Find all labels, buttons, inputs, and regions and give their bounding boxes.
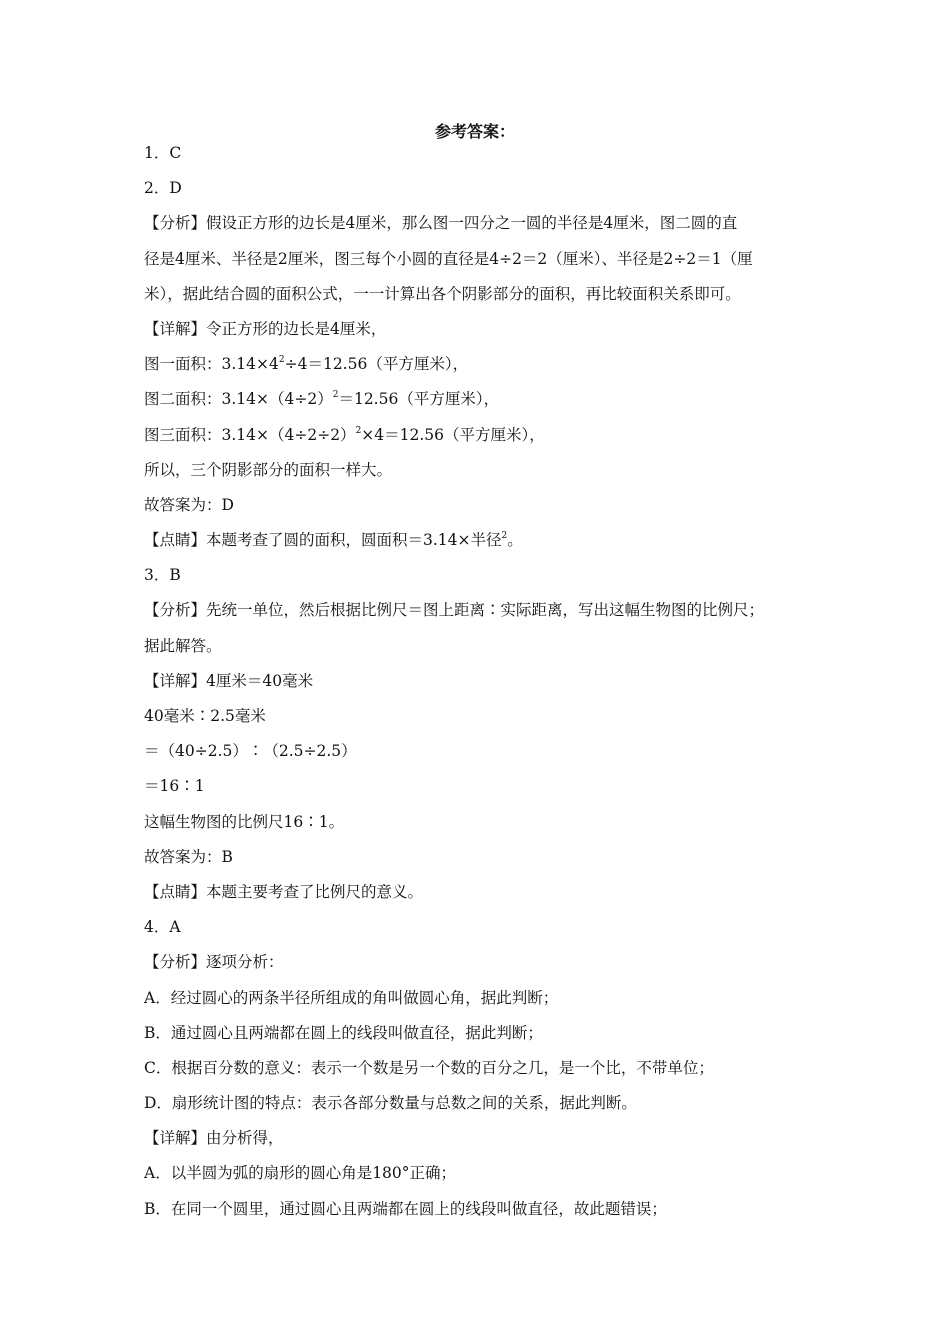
text-line: A．以半圆为弧的扇形的圆心角是180°正确； — [144, 1164, 457, 1183]
page-title: 参考答案： — [434, 122, 515, 141]
text-line: 【分析】逐项分析： — [144, 953, 284, 972]
line-text: ÷4＝12.56（平方厘米）， — [284, 355, 469, 374]
text-line: 【详解】由分析得， — [144, 1129, 284, 1148]
text-line: 2．D — [144, 179, 182, 198]
text-line: B．通过圆心且两端都在圆上的线段叫做直径，据此判断； — [144, 1023, 543, 1042]
text-line — [144, 386, 824, 421]
text-line: C．根据百分数的意义：表示一个数是另一个数的百分之几，是一个比，不带单位； — [144, 1058, 714, 1077]
text-line: 故答案为：B — [144, 847, 233, 866]
text-line: 【点睛】本题主要考查了比例尺的意义。 — [144, 882, 424, 901]
text-line: B．在同一个圆里，通过圆心且两端都在圆上的线段叫做直径，故此题错误； — [144, 1199, 667, 1218]
text-line: 【详解】令正方形的边长是4厘米， — [144, 319, 387, 338]
line-text: ＝12.56（平方厘米）， — [338, 390, 500, 409]
text-line: 这幅生物图的比例尺16∶1。 — [144, 812, 345, 831]
text-line: 米），据此结合圆的面积公式，一一计算出各个阴影部分的面积，再比较面积关系即可。 — [144, 284, 741, 303]
text-line: 据此解答。 — [144, 636, 222, 655]
line-text: 图二面积：3.14×（4÷2） — [144, 390, 333, 409]
exponent: 2 — [355, 425, 362, 436]
text-line: ＝（40÷2.5）∶（2.5÷2.5） — [144, 742, 357, 761]
text-line: 【分析】假设正方形的边长是4厘米，那么图一四分之一圆的半径是4厘米，图二圆的直 — [144, 214, 738, 233]
text-line: 故答案为：D — [144, 495, 234, 514]
line-text: 【点睛】本题考查了圆的面积，圆面积＝3.14×半径 — [144, 531, 502, 550]
text-line: 所以，三个阴影部分的面积一样大。 — [144, 460, 393, 479]
text-line: 1．C — [144, 144, 182, 162]
text-line: 4．A — [144, 918, 181, 937]
text-line: D．扇形统计图的特点：表示各部分数量与总数之间的关系，据此判断。 — [144, 1094, 637, 1113]
answer-content — [144, 140, 824, 1231]
text-line: 径是4厘米、半径是2厘米，图三每个小圆的直径是4÷2＝2（厘米）、半径是2÷2＝1（厘 — [144, 249, 753, 268]
line-text: 图三面积：3.14×（4÷2÷2） — [144, 425, 356, 444]
line-text: 。 — [507, 531, 523, 550]
exponent: 2 — [501, 531, 508, 542]
text-line — [144, 351, 824, 386]
line-text: ×4＝12.56（平方厘米）， — [361, 425, 545, 444]
exponent: 2 — [278, 355, 285, 366]
text-line: A．经过圆心的两条半径所组成的角叫做圆心角，据此判断； — [144, 988, 559, 1007]
text-line: ＝16∶1 — [144, 777, 205, 796]
text-line — [144, 527, 824, 562]
text-line — [144, 422, 824, 457]
text-line: 3．B — [144, 566, 181, 585]
text-line: 40毫米∶2.5毫米 — [144, 707, 266, 725]
exponent: 2 — [332, 390, 339, 401]
text-line: 【详解】4厘米＝40毫米 — [144, 671, 314, 690]
line-text: 图一面积：3.14×4 — [144, 355, 279, 374]
text-line: 【分析】先统一单位，然后根据比例尺＝图上距离∶实际距离，写出这幅生物图的比例尺； — [144, 601, 765, 620]
